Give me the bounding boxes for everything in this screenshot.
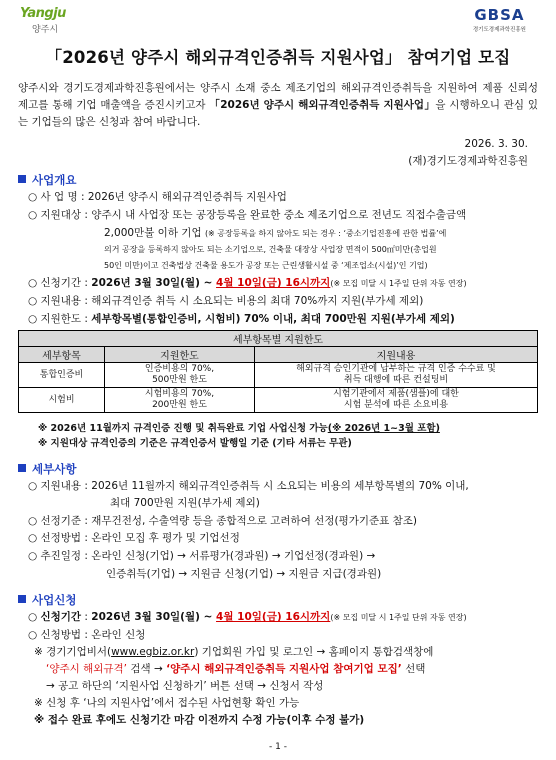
square-bullet-icon: [18, 464, 26, 472]
intro-part1: 양주시와 경기도경제과학진흥원에서는 양주시 소재 중소 제조기업의 해외규격인증취득을 지원하여 제품 신뢰성 제고를 통해 기업 매출액을 증진시키고자: [18, 82, 538, 111]
announcing-org: (재)경기도경제과학진흥원: [408, 155, 528, 167]
yangju-logo-sub: 양주시: [32, 25, 59, 35]
apply-step-4: ※ 신청 후 ‘나의 지원사업’에서 접수된 사업현황 확인 가능: [34, 697, 300, 709]
overview-content-row: ○ 지원내용 : 해외규격인증 취득 시 소요되는 비용의 최대 70%까지 지원(부가세 제외): [28, 295, 424, 307]
table-cell-content: 시험기관에서 제품(샘플)에 대한 시험 분석에 따른 소요비용: [255, 388, 538, 413]
details-criteria-row: ○ 선정기준 : 재무건전성, 수출역량 등을 종합적으로 고려하여 선정(평가기준표 참조): [28, 515, 417, 527]
overview-target-note-3: 50인 미만)이고 건축법상 건축물 용도가 공장 또는 근린생활시설 중 ‘제조업소(시설)’인 기업): [104, 261, 428, 270]
page-title: 「2026년 양주시 해외규격인증취득 지원사업」 참여기업 모집: [45, 48, 511, 67]
table-header-limit: 지원한도: [105, 347, 255, 363]
egbiz-link[interactable]: www.egbiz.or.kr: [111, 646, 195, 658]
intro-paragraph: [18, 80, 538, 131]
apply-method-row: ○ 신청방법 : 온라인 신청: [28, 629, 146, 641]
section-details-heading: 세부사항: [18, 461, 76, 477]
page-number: - 1 -: [269, 742, 287, 752]
section-apply-heading: 사업신청: [18, 592, 76, 608]
note-2: ※ 지원대상 규격인증의 기준은 규격인증서 발행일 기준 (기타 서류는 무관): [38, 438, 352, 449]
table-cell-item: 통합인증비: [19, 363, 105, 388]
apply-step-2: ‘양주시 해외규격’ 검색 → ‘양주시 해외규격인증취득 지원사업 참여기업 모집’ 선택: [46, 663, 426, 675]
table-cell-content: 해외규격 승인기관에 납부하는 규격 인증 수수료 및 취득 대행에 따른 컨설팅비: [255, 363, 538, 388]
note-1: ※ 2026년 11월까지 규격인증 진행 및 취득완료 기업 사업신청 가능(※ 2026년 1~3월 포함): [38, 423, 440, 434]
details-content-row-2: 최대 700만원 지원(부가세 제외): [110, 497, 260, 509]
overview-target-row-2: 2,000만불 이하 기업 (※ 공장등록을 하지 않아도 되는 경우 : ‘중소기업진흥에 관한 법률’에: [104, 227, 447, 239]
table-cell-limit: 인증비용의 70%, 500만원 한도: [105, 363, 255, 388]
details-method-row: ○ 선정방법 : 온라인 모집 후 평가 및 기업선정: [28, 532, 240, 544]
overview-target-row: ○ 지원대상 : 양주시 내 사업장 또는 공장등록을 완료한 중소 제조기업으로 전년도 직접수출금액: [28, 209, 467, 221]
table-row: [19, 363, 538, 388]
table-header-content: 지원내용: [255, 347, 538, 363]
yangju-logo: [20, 6, 80, 46]
yangju-logo-text: Yangju: [20, 6, 66, 21]
apply-step-3: → 공고 하단의 ‘지원사업 신청하기’ 버튼 선택 → 신청서 작성: [46, 680, 324, 692]
section-overview-heading: 사업개요: [18, 172, 76, 188]
square-bullet-icon: [18, 595, 26, 603]
announcement-date: 2026. 3. 30.: [464, 138, 528, 150]
details-process-row-2: 인증취득(기업) → 지원금 신청(기업) → 지원금 지급(경과원): [106, 568, 382, 580]
overview-limit-row: ○ 지원한도 : 세부항목별(통합인증비, 시험비) 70% 이내, 최대 700만원 지원(부가세 제외): [28, 313, 455, 325]
details-content-row: ○ 지원내용 : 2026년 11월까지 해외규격인증취득 시 소요되는 비용의 세부항목별의 70% 이내,: [28, 480, 469, 492]
table-cell-item: 시험비: [19, 388, 105, 413]
apply-step-1: ※ 경기기업비서(www.egbiz.or.kr) 기업회원 가입 및 로그인 → 홈페이지 통합검색창에: [34, 646, 434, 658]
table-header-item: 세부항목: [19, 347, 105, 363]
apply-step-5: ※ 접수 완료 후에도 신청기간 마감 이전까지 수정 가능(이후 수정 불가): [34, 714, 365, 726]
gbsa-logo: [473, 6, 526, 33]
table-row: [19, 388, 538, 413]
intro-part2: 을 시행하오니 관심 있는 기업들의 많은 신청과 참여 바랍니다.: [18, 99, 538, 128]
table-caption: 세부항목별 지원한도: [19, 331, 538, 347]
gbsa-logo-sub: 경기도경제과학진흥원: [472, 27, 526, 33]
overview-name-row: ○ 사 업 명 : 2026년 양주시 해외규격인증취득 지원사업: [28, 191, 287, 203]
apply-period-row: ○ 신청기간 : 2026년 3월 30일(월) ~ 4월 10일(금) 16시까지(※ 모집 미달 시 1주일 단위 자동 연장): [28, 611, 467, 623]
square-bullet-icon: [18, 175, 26, 183]
details-process-row: ○ 추진일정 : 온라인 신청(기업) → 서류평가(경과원) → 기업선정(경과원) →: [28, 550, 376, 562]
table-cell-limit: 시험비용의 70%, 200만원 한도: [105, 388, 255, 413]
support-limit-table: [18, 330, 538, 413]
gbsa-logo-text: GBSA: [474, 6, 525, 24]
overview-period-row: ○ 신청기간 : 2026년 3월 30일(월) ~ 4월 10일(금) 16시까지(※ 모집 미달 시 1주일 단위 자동 연장): [28, 277, 467, 289]
overview-target-note-2: 의거 공장을 등록하지 않아도 되는 소기업으로, 건축물 대장상 사업장 면적이 500㎡미만(총업원: [104, 245, 437, 254]
intro-bold: 「2026년 양주시 해외규격인증취득 지원사업」: [209, 99, 436, 111]
